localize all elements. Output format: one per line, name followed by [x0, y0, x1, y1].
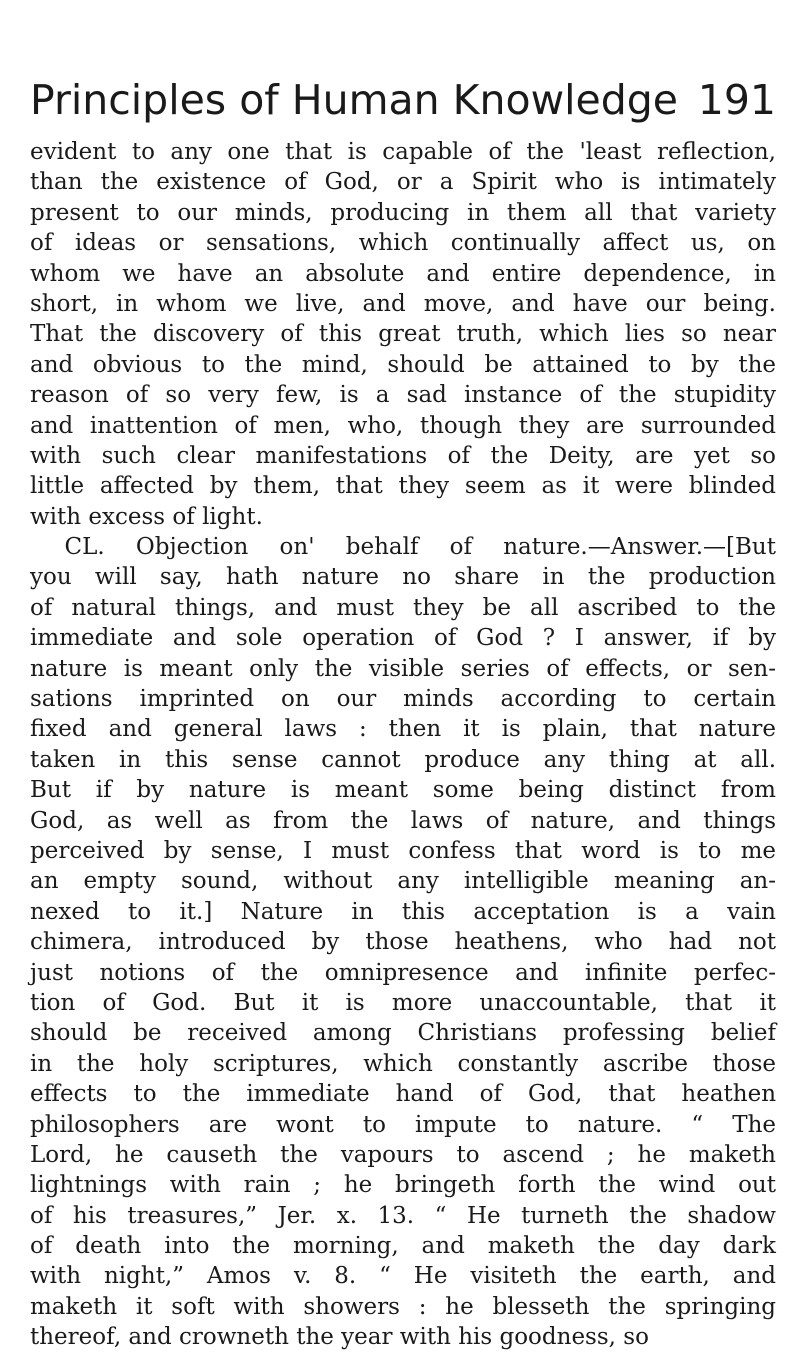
text-run: CL.: [30, 534, 136, 561]
text-run: tion of God. But it is more unaccountable, that it: [30, 989, 776, 1016]
text-run: thereof, and crowneth the year with his goodness, so: [30, 1324, 649, 1351]
text-line: [30, 745, 776, 775]
text-line: [30, 927, 776, 957]
italic-text: nature.: [577, 1111, 663, 1138]
text-line: [30, 958, 776, 988]
text-run: in the holy scriptures, which constantly ascribe those: [30, 1050, 776, 1077]
text-line: [30, 137, 776, 167]
text-line: [30, 319, 776, 349]
text-run: of his treasures,” Jer. x. 13. “ He turneth the shadow: [30, 1202, 776, 1229]
text-run: whom we have an absolute and entire dependence, in: [30, 260, 776, 287]
text-run: reason of so very few, is a sad instance of the stupidity: [30, 382, 776, 409]
text-line: [30, 714, 776, 744]
text-run: sations imprinted on our minds according to certain: [30, 686, 776, 713]
italic-text: evident: [30, 139, 117, 165]
text-run: and inattention of men, who, though they are surrounded: [30, 412, 776, 439]
text-run: effects to the: [30, 1081, 247, 1108]
text-line: [30, 836, 776, 866]
text-run: , that heathen: [575, 1081, 777, 1108]
text-line: [30, 259, 776, 289]
text-run: just notions of the omnipresence and infinite perfec-: [30, 959, 776, 986]
page-number: 191: [697, 76, 776, 124]
text-line: [30, 441, 776, 471]
text-run: taken in this sense cannot produce any thing at all.: [30, 746, 776, 773]
text-run: That the discovery of this great truth, which lies so near: [30, 321, 776, 348]
text-run: God, as well as from the laws of nature, and things: [30, 807, 776, 834]
text-run: to any one that is capable of the 'least reflection,: [116, 139, 776, 165]
text-run: philosophers are wont to impute to: [30, 1111, 578, 1138]
italic-text: and move: [362, 290, 486, 317]
italic-text: immediate hand of God: [246, 1081, 576, 1108]
text-run: with night,” Amos v. 8. “ He visiteth the earth, and: [30, 1263, 776, 1290]
italic-text: series: [460, 655, 530, 682]
text-line: [30, 289, 776, 319]
text-line: [30, 198, 776, 228]
running-title: Principles of Human Knowledge: [30, 76, 679, 124]
text-run: little affected by them, that they seem as it were blinded: [30, 473, 776, 500]
text-run: nexed to it.] Nature in this acceptation is a vain: [30, 898, 776, 925]
text-line: [30, 988, 776, 1018]
italic-text: than the existence of God: [30, 169, 372, 196]
text-run: perceived by sense, I must confess that word is to me: [30, 837, 776, 864]
text-line: [30, 1110, 776, 1140]
italic-text: in whom we live: [116, 290, 338, 317]
text-line: [30, 1140, 776, 1170]
text-run: maketh it soft with showers : he blesseth the springing: [30, 1293, 776, 1320]
italic-text: Objection on' behalf of nature.—Answer.: [135, 534, 704, 561]
text-run: short,: [30, 290, 117, 317]
text-line: [30, 1018, 776, 1048]
text-line: [30, 471, 776, 501]
text-line: [30, 775, 776, 805]
text-line: [30, 228, 776, 258]
text-line: [30, 380, 776, 410]
running-head: [30, 72, 776, 128]
text-line: [30, 806, 776, 836]
text-line: [30, 897, 776, 927]
text-run: But if by: [30, 777, 189, 804]
text-run: —[But: [703, 534, 776, 561]
text-run: is meant some being distinct from: [266, 777, 776, 804]
text-line: [30, 654, 776, 684]
text-run: present to our minds, producing in them all that variety: [30, 199, 776, 226]
text-run: is meant only the visible: [107, 655, 461, 682]
italic-text: and have our being.: [511, 290, 776, 317]
text-run: an empty sound, without any intelligible meaning an-: [30, 868, 776, 895]
text-line: [30, 1292, 776, 1322]
text-line: [30, 684, 776, 714]
text-line: [30, 1170, 776, 1200]
text-line: [30, 1079, 776, 1109]
text-line: [30, 562, 776, 592]
text-run: , introduced by those heathens, who had not: [125, 929, 776, 956]
text-line: [30, 593, 776, 623]
italic-text: nature: [30, 655, 108, 682]
text-run: , or a Spirit who is intimately: [371, 169, 776, 196]
text-run: you will say, hath nature no share in the production: [30, 564, 776, 591]
italic-text: nature: [188, 777, 267, 804]
text-run: lightnings with rain ; he bringeth forth the wind out: [30, 1172, 776, 1199]
text-run: of natural things, and must they be all ascribed to the: [30, 594, 776, 621]
text-line: [30, 532, 776, 562]
text-run: and obvious to the mind, should be attained to by the: [30, 351, 776, 378]
text-run: immediate and sole operation of God ? I answer, if by: [30, 625, 776, 652]
text-line: [30, 623, 776, 653]
text-line: [30, 411, 776, 441]
text-run: of ideas or sensations, which continually affect us, on: [30, 230, 776, 257]
text-line: [30, 1261, 776, 1291]
text-line: [30, 1231, 776, 1261]
text-run: should be received among Christians professing belief: [30, 1020, 776, 1047]
text-line: [30, 502, 776, 532]
text-run: with excess of light.: [30, 503, 263, 530]
text-line: [30, 866, 776, 896]
text-run: with such clear manifestations of the Deity, are yet so: [30, 442, 776, 469]
text-run: fixed and general laws : then it is plain, that nature: [30, 716, 776, 743]
italic-text: chimera: [30, 929, 126, 956]
text-run: ,: [337, 290, 363, 317]
body-text: [30, 137, 776, 1353]
text-line: [30, 350, 776, 380]
text-run: “ The: [662, 1111, 776, 1138]
text-line: [30, 1322, 776, 1352]
text-run: of effects, or sen-: [529, 655, 777, 682]
text-line: [30, 1201, 776, 1231]
text-run: Lord, he causeth the vapours to ascend ; he maketh: [30, 1141, 776, 1168]
text-run: ,: [485, 290, 512, 317]
text-run: of death into the morning, and maketh the day dark: [30, 1233, 776, 1260]
text-line: [30, 167, 776, 197]
text-line: [30, 1049, 776, 1079]
